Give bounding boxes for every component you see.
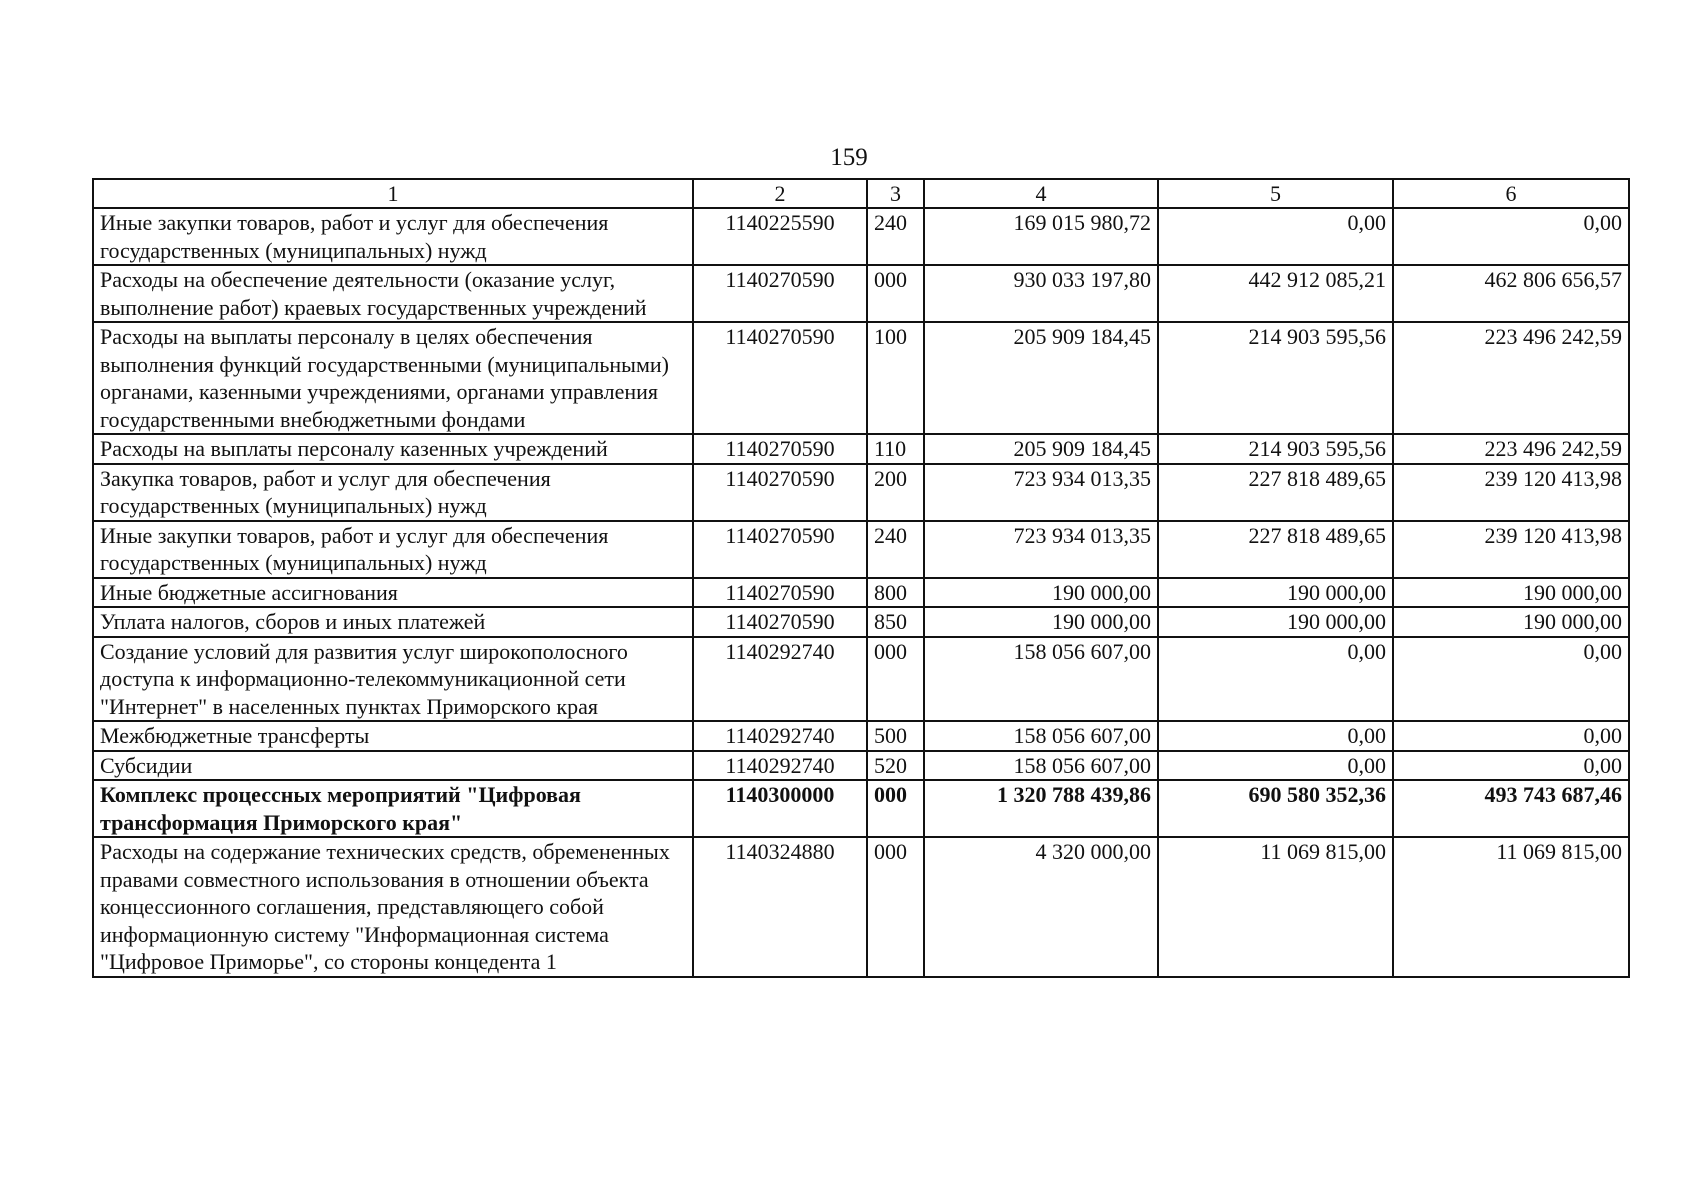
table-row bbox=[93, 265, 1629, 322]
table-row bbox=[93, 637, 1629, 722]
row-value-5: 690 580 352,36 bbox=[1158, 780, 1393, 837]
row-value-6: 0,00 bbox=[1393, 751, 1629, 781]
row-value-6: 239 120 413,98 bbox=[1393, 521, 1629, 578]
row-value-5: 0,00 bbox=[1158, 721, 1393, 751]
column-header: 3 bbox=[867, 179, 924, 208]
row-name: Субсидии bbox=[93, 751, 693, 781]
row-value-4: 4 320 000,00 bbox=[924, 837, 1158, 977]
row-value-4: 190 000,00 bbox=[924, 578, 1158, 608]
row-name: Расходы на содержание технических средств, обремененных правами совместного использования в отношении объекта концессионного соглашения, представляющего собой информационную систему "Информационная система "Цифровое Приморье", со стороны концедента 1 bbox=[93, 837, 693, 977]
row-type: 200 bbox=[867, 464, 924, 521]
row-value-5: 214 903 595,56 bbox=[1158, 322, 1393, 434]
row-value-6: 0,00 bbox=[1393, 208, 1629, 265]
table-row bbox=[93, 464, 1629, 521]
row-type: 100 bbox=[867, 322, 924, 434]
row-value-5: 190 000,00 bbox=[1158, 578, 1393, 608]
table-row bbox=[93, 578, 1629, 608]
row-value-4: 205 909 184,45 bbox=[924, 434, 1158, 464]
row-value-6: 223 496 242,59 bbox=[1393, 434, 1629, 464]
row-code: 1140270590 bbox=[693, 578, 867, 608]
row-value-5: 214 903 595,56 bbox=[1158, 434, 1393, 464]
row-code: 1140292740 bbox=[693, 721, 867, 751]
row-type: 000 bbox=[867, 265, 924, 322]
row-value-6: 0,00 bbox=[1393, 721, 1629, 751]
row-name: Уплата налогов, сборов и иных платежей bbox=[93, 607, 693, 637]
row-name: Иные бюджетные ассигнования bbox=[93, 578, 693, 608]
column-header: 5 bbox=[1158, 179, 1393, 208]
row-value-4: 723 934 013,35 bbox=[924, 464, 1158, 521]
row-value-4: 1 320 788 439,86 bbox=[924, 780, 1158, 837]
table-row bbox=[93, 837, 1629, 977]
page-number: 159 bbox=[830, 144, 868, 171]
row-name: Межбюджетные трансферты bbox=[93, 721, 693, 751]
row-value-6: 190 000,00 bbox=[1393, 578, 1629, 608]
row-name: Создание условий для развития услуг широкополосного доступа к информационно-телекоммуникационной сети "Интернет" в населенных пунктах Приморского края bbox=[93, 637, 693, 722]
row-code: 1140324880 bbox=[693, 837, 867, 977]
row-value-4: 158 056 607,00 bbox=[924, 751, 1158, 781]
row-type: 000 bbox=[867, 637, 924, 722]
row-value-5: 227 818 489,65 bbox=[1158, 464, 1393, 521]
row-name: Закупка товаров, работ и услуг для обеспечения государственных (муниципальных) нужд bbox=[93, 464, 693, 521]
row-value-6: 11 069 815,00 bbox=[1393, 837, 1629, 977]
column-header: 1 bbox=[93, 179, 693, 208]
row-value-6: 462 806 656,57 bbox=[1393, 265, 1629, 322]
row-value-5: 190 000,00 bbox=[1158, 607, 1393, 637]
row-code: 1140225590 bbox=[693, 208, 867, 265]
row-code: 1140292740 bbox=[693, 637, 867, 722]
row-value-4: 723 934 013,35 bbox=[924, 521, 1158, 578]
row-value-6: 190 000,00 bbox=[1393, 607, 1629, 637]
row-code: 1140270590 bbox=[693, 464, 867, 521]
row-name: Иные закупки товаров, работ и услуг для обеспечения государственных (муниципальных) нужд bbox=[93, 208, 693, 265]
column-header: 4 bbox=[924, 179, 1158, 208]
row-type: 240 bbox=[867, 208, 924, 265]
row-value-4: 930 033 197,80 bbox=[924, 265, 1158, 322]
row-code: 1140292740 bbox=[693, 751, 867, 781]
row-name: Расходы на выплаты персоналу казенных учреждений bbox=[93, 434, 693, 464]
row-name: Иные закупки товаров, работ и услуг для обеспечения государственных (муниципальных) нужд bbox=[93, 521, 693, 578]
table-row bbox=[93, 434, 1629, 464]
row-value-4: 169 015 980,72 bbox=[924, 208, 1158, 265]
row-type: 110 bbox=[867, 434, 924, 464]
row-value-5: 0,00 bbox=[1158, 208, 1393, 265]
row-code: 1140300000 bbox=[693, 780, 867, 837]
row-value-6: 223 496 242,59 bbox=[1393, 322, 1629, 434]
row-value-5: 227 818 489,65 bbox=[1158, 521, 1393, 578]
row-value-5: 0,00 bbox=[1158, 637, 1393, 722]
row-name: Расходы на обеспечение деятельности (оказание услуг, выполнение работ) краевых государственных учреждений bbox=[93, 265, 693, 322]
table-row bbox=[93, 607, 1629, 637]
row-value-6: 239 120 413,98 bbox=[1393, 464, 1629, 521]
row-code: 1140270590 bbox=[693, 607, 867, 637]
row-code: 1140270590 bbox=[693, 434, 867, 464]
table-row bbox=[93, 521, 1629, 578]
row-value-5: 442 912 085,21 bbox=[1158, 265, 1393, 322]
table-row-section-total bbox=[93, 780, 1629, 837]
table-row bbox=[93, 322, 1629, 434]
table-row bbox=[93, 751, 1629, 781]
row-name: Расходы на выплаты персоналу в целях обеспечения выполнения функций государственными (муниципальными) органами, казенными учреждениями, органами управления государственными внебюджетными фондами bbox=[93, 322, 693, 434]
row-value-4: 190 000,00 bbox=[924, 607, 1158, 637]
row-value-6: 0,00 bbox=[1393, 637, 1629, 722]
row-code: 1140270590 bbox=[693, 265, 867, 322]
row-type: 800 bbox=[867, 578, 924, 608]
budget-table bbox=[92, 178, 1630, 978]
row-value-6: 493 743 687,46 bbox=[1393, 780, 1629, 837]
row-type: 240 bbox=[867, 521, 924, 578]
row-type: 500 bbox=[867, 721, 924, 751]
row-type: 520 bbox=[867, 751, 924, 781]
row-value-5: 0,00 bbox=[1158, 751, 1393, 781]
row-name: Комплекс процессных мероприятий "Цифровая трансформация Приморского края" bbox=[93, 780, 693, 837]
table-row bbox=[93, 721, 1629, 751]
table-header-row bbox=[93, 179, 1629, 208]
table-row bbox=[93, 208, 1629, 265]
row-value-4: 158 056 607,00 bbox=[924, 637, 1158, 722]
column-header: 6 bbox=[1393, 179, 1629, 208]
column-header: 2 bbox=[693, 179, 867, 208]
row-value-5: 11 069 815,00 bbox=[1158, 837, 1393, 977]
row-code: 1140270590 bbox=[693, 322, 867, 434]
row-type: 850 bbox=[867, 607, 924, 637]
row-value-4: 205 909 184,45 bbox=[924, 322, 1158, 434]
row-type: 000 bbox=[867, 837, 924, 977]
row-type: 000 bbox=[867, 780, 924, 837]
row-code: 1140270590 bbox=[693, 521, 867, 578]
row-value-4: 158 056 607,00 bbox=[924, 721, 1158, 751]
